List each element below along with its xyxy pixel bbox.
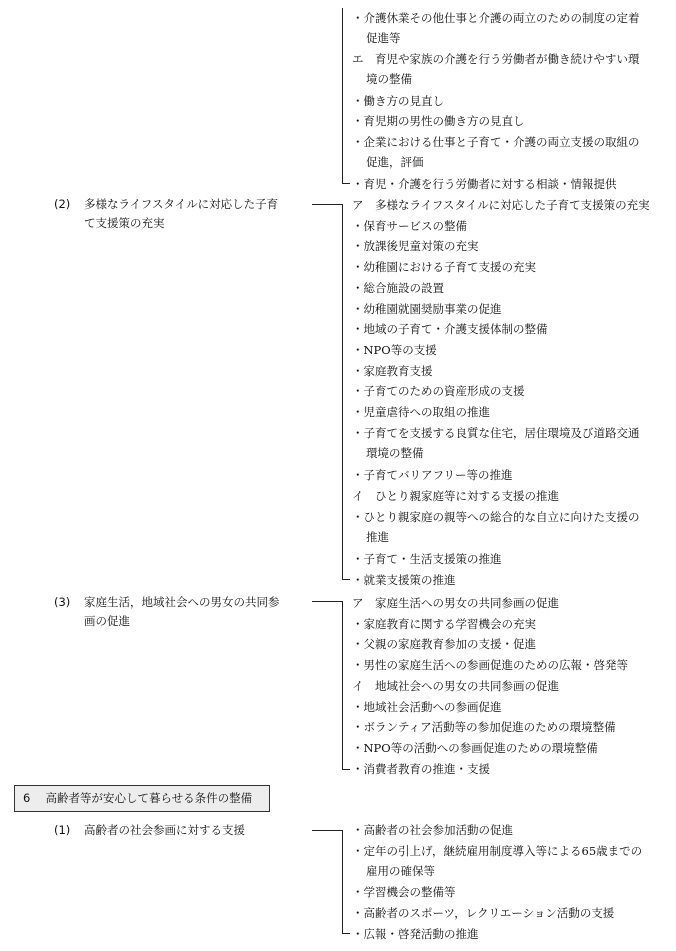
connector-line xyxy=(312,204,342,205)
bracket-line xyxy=(342,830,343,933)
section-number: 6 xyxy=(23,791,31,805)
list-item: ・育児・介護を行う労働者に対する相談・情報提供 xyxy=(352,177,617,191)
list-item: ・子育てを支援する良質な住宅，居住環境及び道路交通 xyxy=(352,426,640,440)
list-item: ・ひとり親家庭の親等への総合的な自立に向けた支援の xyxy=(352,510,640,524)
list-item: 促進，評価 xyxy=(366,155,424,169)
subsection-title-cont: 画の促進 xyxy=(84,614,130,628)
subsection-number: (2) xyxy=(54,197,71,211)
list-item: 環境の整備 xyxy=(366,446,424,460)
bracket-line xyxy=(342,204,343,579)
subsection-title: 多様なライフスタイルに対応した子育 xyxy=(84,197,279,211)
list-item: ・児童虐待への取組の推進 xyxy=(352,405,490,419)
list-item: ・育児期の男性の働き方の見直し xyxy=(352,114,525,128)
list-item: ・NPO等の支援 xyxy=(352,343,437,357)
list-item: ・子育てバリアフリー等の推進 xyxy=(352,468,513,482)
connector-line xyxy=(312,830,342,831)
list-heading: ア 家庭生活への男女の共同参画の促進 xyxy=(352,596,559,610)
list-item: 促進等 xyxy=(366,31,401,45)
subsection-title: 高齢者の社会参画に対する支援 xyxy=(84,823,245,837)
subsection-number: (3) xyxy=(54,595,71,609)
list-item: ・消費者教育の推進・支援 xyxy=(352,762,490,776)
list-item: ・就業支援策の推進 xyxy=(352,573,456,587)
list-item: ・定年の引上げ，継続雇用制度導入等による65歳までの xyxy=(352,844,643,858)
list-item: ・総合施設の設置 xyxy=(352,281,444,295)
list-item: ・高齢者のスポーツ，レクリエーション活動の支援 xyxy=(352,906,615,920)
list-item: 雇用の確保等 xyxy=(366,864,435,878)
list-heading: イ ひとり親家庭等に対する支援の推進 xyxy=(352,489,559,503)
list-item: ・幼稚園就園奨励事業の促進 xyxy=(352,302,502,316)
list-item: ・男性の家庭生活への参画促進のための広報・啓発等 xyxy=(352,658,628,672)
subsection-number: (1) xyxy=(54,823,71,837)
bracket-tick xyxy=(342,579,350,580)
bracket-line xyxy=(342,601,343,769)
bracket-tick xyxy=(342,769,350,770)
list-heading: ア 多様なライフスタイルに対応した子育て支援策の充実 xyxy=(352,198,650,212)
section-title: 高齢者等が安心して暮らせる条件の整備 xyxy=(45,791,253,805)
bracket-tick xyxy=(342,933,350,934)
subsection-title-cont: て支援策の充実 xyxy=(84,216,165,230)
list-item: ・学習機会の整備等 xyxy=(352,885,456,899)
list-heading: 境の整備 xyxy=(366,72,412,86)
list-item: ・NPO等の活動への参画促進のための環境整備 xyxy=(352,741,598,755)
list-item: ・広報・啓発活動の推進 xyxy=(352,927,479,941)
list-item: ・家庭教育支援 xyxy=(352,364,433,378)
list-item: ・幼稚園における子育て支援の充実 xyxy=(352,260,536,274)
list-item: ・父親の家庭教育参加の支援・促進 xyxy=(352,637,536,651)
list-item: ・地域社会活動への参画促進 xyxy=(352,700,502,714)
list-item: ・子育てのための資産形成の支援 xyxy=(352,384,525,398)
connector-line xyxy=(312,601,342,602)
list-item: ・企業における仕事と子育て・介護の両立支援の取組の xyxy=(352,135,640,149)
list-item: ・子育て・生活支援策の推進 xyxy=(352,552,502,566)
list-heading: エ 育児や家族の介護を行う労働者が働き続けやすい環 xyxy=(352,52,640,66)
list-item: ・放課後児童対策の充実 xyxy=(352,239,479,253)
bracket-line-top xyxy=(342,8,343,183)
list-item: ・介護休業その他仕事と介護の両立のための制度の定着 xyxy=(352,11,640,25)
section-heading-box xyxy=(14,785,270,812)
list-item: ・ボランティア活動等の参加促進のための環境整備 xyxy=(352,720,616,734)
list-item: ・働き方の見直し xyxy=(352,94,444,108)
bracket-tick-top xyxy=(342,183,350,184)
list-item: ・地域の子育て・介護支援体制の整備 xyxy=(352,322,548,336)
subsection-title: 家庭生活，地域社会への男女の共同参 xyxy=(84,595,280,609)
section-heading xyxy=(23,790,252,806)
list-item: 推進 xyxy=(366,530,389,544)
list-heading: イ 地域社会への男女の共同参画の促進 xyxy=(352,679,559,693)
list-item: ・家庭教育に関する学習機会の充実 xyxy=(352,617,536,631)
list-item: ・高齢者の社会参加活動の促進 xyxy=(352,823,513,837)
list-item: ・保育サービスの整備 xyxy=(352,219,467,233)
